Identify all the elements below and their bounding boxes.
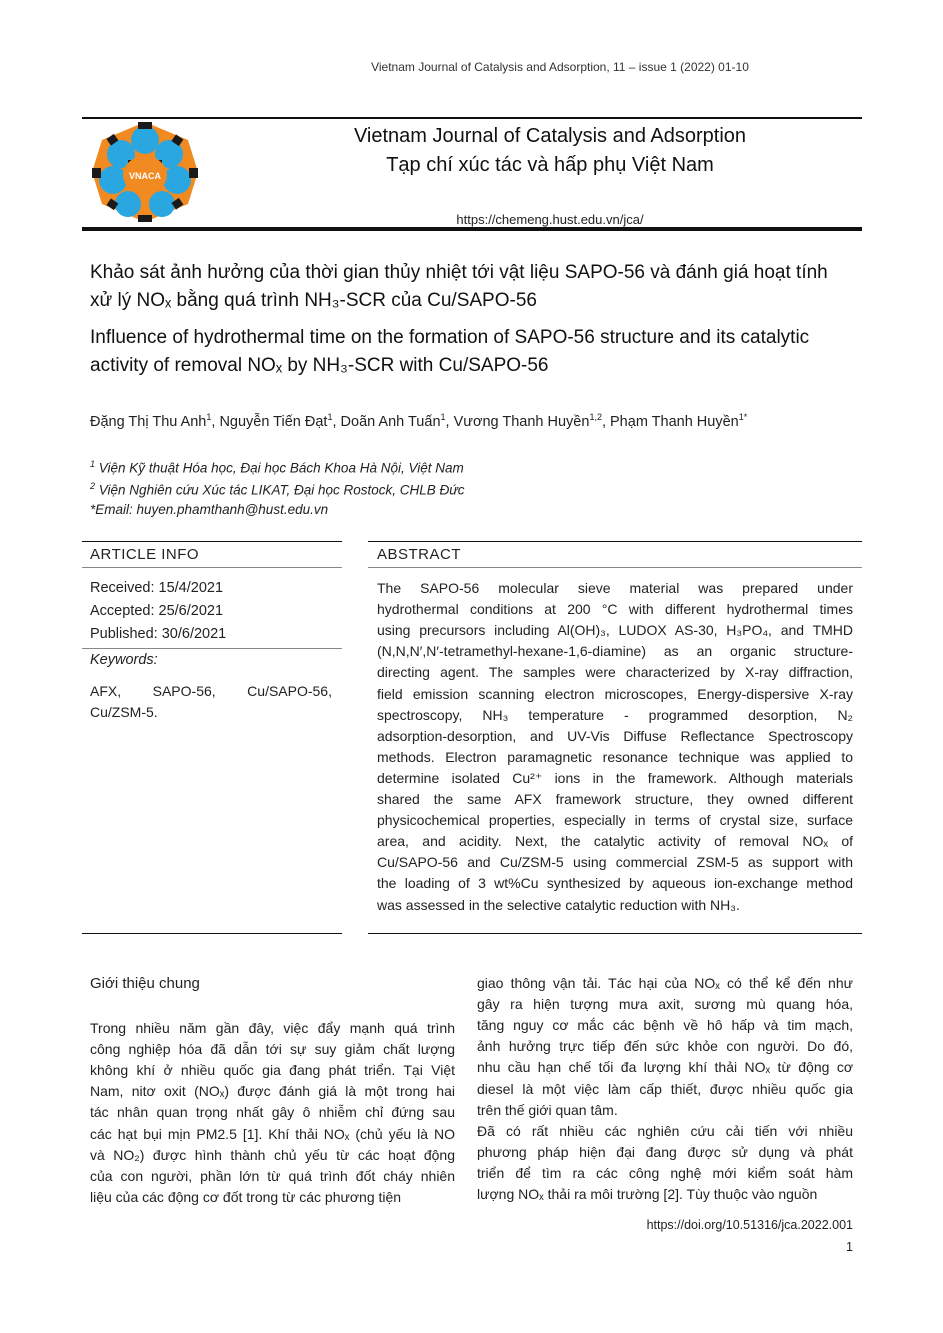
text-line: methods. Electron paramagnetic resonance technique was applied to	[377, 748, 853, 765]
text-line: triển để tìm ra các công nghệ mới kiểm soát hàm	[477, 1164, 853, 1181]
text-line: Trong nhiều năm gần đây, việc đẩy mạnh quá trình	[90, 1020, 455, 1036]
journal-url[interactable]: https://chemeng.hust.edu.vn/jca/	[456, 212, 644, 227]
text-line: và NO₂) được hình thành chủ yếu từ các hoạt động	[90, 1146, 455, 1163]
info-top-rule	[82, 541, 342, 542]
received-date: Received: 15/4/2021	[90, 580, 224, 596]
published-date: Published: 30/6/2021	[90, 626, 227, 642]
info-bottom-rule	[82, 933, 342, 934]
affiliation	[90, 481, 465, 498]
author: Nguyễn Tiến Đạt	[219, 413, 328, 430]
vnaca-logo	[88, 120, 202, 224]
abstract-bottom-rule	[368, 933, 862, 934]
title-vi-line: Khảo sát ảnh hưởng của thời gian thủy nhiệt tới vật liệu SAPO-56 và đánh giá hoạt tính	[90, 262, 828, 283]
text-line: nhu cầu hạn chế tối đa lượng khí thải NOₓ từ động cơ	[477, 1059, 853, 1076]
section-heading: Giới thiệu chung	[90, 975, 200, 992]
journal-title-vi: Tạp chí xúc tác và hấp phụ Việt Nam	[386, 154, 714, 176]
author: Phạm Thanh Huyền	[610, 413, 739, 430]
keywords-line: Cu/ZSM-5.	[90, 704, 158, 720]
text-line: diesel là một việc làm cấp thiết, được nhiều quốc gia	[477, 1080, 853, 1097]
affiliation-text: Viện Kỹ thuật Hóa học, Đại học Bách Khoa Hà Nội, Việt Nam	[98, 460, 464, 476]
title-en	[90, 324, 809, 380]
affiliation-sup: 2	[90, 481, 96, 491]
author-sup: 1	[327, 412, 333, 422]
header-top-rule	[82, 117, 862, 119]
author-sup: 1,2	[589, 412, 602, 422]
author-sup: 1	[440, 412, 446, 422]
text-line: field emission scanning electron microscopes, Energy-dispersive X-ray	[377, 685, 853, 702]
logo-text: VNACA	[128, 171, 162, 181]
author-sup: 1	[206, 412, 212, 422]
text-line: physicochemical properties, especially in terms of crystal size, surface	[377, 812, 853, 829]
keywords-label: Keywords:	[90, 652, 158, 668]
affiliation-sup: 1	[90, 459, 96, 469]
text-line: the loading of 3 wt%Cu synthesized by aqueous ion-exchange method	[377, 875, 853, 892]
text-line: using precursors including Al(OH)₃, LUDOX AS-30, H₃PO₄, and TMHD	[377, 622, 853, 639]
text-line: directing agent. The samples were characterized by X-ray diffraction,	[377, 664, 853, 681]
text-line: Nam, nitơ oxit (NOₓ) được đánh giá là một trong hai	[90, 1083, 455, 1100]
text-line: hydrothermal conditions at 200 °C with different hydrothermal times	[377, 601, 853, 618]
text-line: area, and acidity. Next, the catalytic activity of removal NOₓ of	[377, 833, 853, 850]
text-line: công nghiệp hóa đã dẫn tới sự suy giảm chất lượng	[90, 1041, 455, 1058]
text-line: gây ra hiện tượng mưa axit, sương mù quang hóa,	[477, 996, 853, 1013]
header-bottom-rule	[82, 227, 862, 231]
title-vi-line: xử lý NOₓ bằng quá trình NH₃-SCR của Cu/SAPO-56	[90, 290, 537, 311]
text-line: ảnh hưởng trực tiếp đến sức khỏe con người. Do đó,	[477, 1038, 853, 1055]
text-line: spectroscopy, NH₃ temperature - programmed desorption, N₂	[377, 706, 853, 723]
title-en-line: activity of removal NOₓ by NH₃-SCR with Cu/SAPO-56	[90, 355, 549, 376]
doi-link[interactable]: https://doi.org/10.51316/jca.2022.001	[646, 1218, 853, 1232]
text-line: Cu/SAPO-56 and Cu/ZSM-5 using commercial ZSM-5 as support with	[377, 854, 853, 871]
text-line: The SAPO-56 molecular sieve material was prepared under	[377, 580, 853, 596]
text-line: determine isolated Cu²⁺ ions in the framework. Although materials	[377, 769, 853, 786]
author-sup: 1*	[738, 412, 748, 422]
text-line: các hạt bụi mịn PM2.5 [1]. Khí thải NOₓ (chủ yếu là NO	[90, 1125, 455, 1142]
keywords-line: AFX, SAPO-56, Cu/SAPO-56,	[90, 683, 332, 699]
author: Vương Thanh Huyền	[453, 413, 590, 430]
text-line: adsorption-desorption, and UV-Vis Diffuse Reflectance Spectroscopy	[377, 727, 853, 744]
text-line: giao thông vận tải. Tác hại của NOₓ có thể kể đến như	[477, 975, 853, 991]
text-line: lượng NOₓ thải ra môi trường [2]. Tùy thuộc vào nguồn	[477, 1186, 818, 1202]
info-mid-rule	[82, 648, 342, 649]
accepted-date: Accepted: 25/6/2021	[90, 603, 224, 619]
text-line: phương pháp hiện đại đang được sử dụng và phát	[477, 1143, 853, 1160]
text-line: shared the same AFX framework structure, they owned different	[377, 791, 853, 807]
text-line: (N,N,N′,N′-tetramethyl-hexane-1,6-diamine) as an organic structure-	[377, 643, 853, 660]
author-list: Đặng Thị Thu Anh$^1$, Nguyễn Tiến Đạt$^1$, Doãn Anh Tuấn$^1$, Vương Thanh Huyền$^{1,2}$, Phạm Thanh Huyền$^{1*}$	[90, 412, 748, 430]
text-line: tăng nguy cơ mắc các bệnh về hô hấp và tim mạch,	[477, 1017, 853, 1034]
abstract-heading: ABSTRACT	[377, 546, 462, 563]
running-header: Vietnam Journal of Catalysis and Adsorption, 11 – issue 1 (2022) 01-10	[371, 60, 749, 74]
affiliation-text: Viện Nghiên cứu Xúc tác LIKAT, Đại học Rostock, CHLB Đức	[98, 482, 465, 498]
affiliation	[90, 459, 464, 476]
corresponding-email[interactable]: *Email: huyen.phamthanh@hust.edu.vn	[90, 502, 329, 517]
title-vi	[90, 259, 828, 315]
abstract-head-rule	[368, 567, 862, 568]
text-line: Đã có rất nhiều các nghiên cứu cải tiến với nhiều	[477, 1122, 853, 1139]
article-info-heading: ARTICLE INFO	[90, 546, 200, 563]
author: Doãn Anh Tuấn	[340, 413, 441, 430]
title-en-line: Influence of hydrothermal time on the formation of SAPO-56 structure and its catalytic	[90, 327, 810, 348]
page-number: 1	[846, 1240, 853, 1254]
author: Đặng Thị Thu Anh	[90, 413, 207, 430]
abstract-top-rule	[368, 541, 862, 542]
text-line: trên thế giới quan tâm.	[477, 1101, 618, 1118]
text-line: không khí ở nhiều quốc gia đang phát triển. Tại Việt	[90, 1062, 455, 1079]
text-line: was assessed in the selective catalytic reduction with NH₃.	[377, 896, 740, 913]
info-head-rule	[82, 567, 342, 568]
text-line: tác nhân quan trọng nhất gây ô nhiễm chỉ đứng sau	[90, 1104, 455, 1121]
text-line: của con người, phần lớn từ quá trình đốt cháy nhiên	[90, 1167, 455, 1184]
text-line: liệu của các động cơ đốt trong từ các phương tiện	[90, 1188, 402, 1205]
journal-title-en: Vietnam Journal of Catalysis and Adsorption	[353, 125, 747, 147]
